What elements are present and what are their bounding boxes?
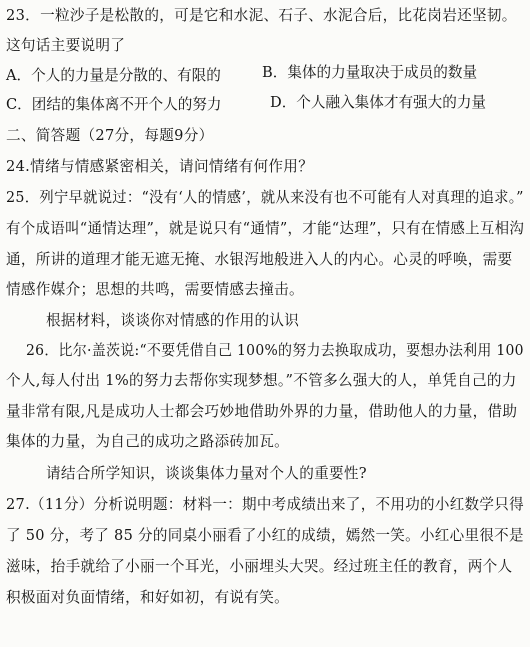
q25-line-4: 情感作媒介；思想的共鸣，需要情感去撞击。	[6, 281, 304, 298]
q27-line-3: 滋味，抬手就给了小丽一个耳光，小丽埋头大哭。经过班主任的教育，两个人	[6, 558, 513, 575]
q25-prompt: 根据材料，谈谈你对情感的作用的认识	[46, 312, 300, 329]
q26-prompt: 请结合所学知识，谈谈集体力量对个人的重要性?	[46, 465, 367, 482]
q25-line-1: 25．列宁早就说过：“没有‘人的情感’，就从来没有也不可能有人对真理的追求。”	[6, 189, 524, 206]
q27-line-2: 了 50 分，考了 85 分的同桌小丽看了小红的成绩，嫣然一笑。小红心里很不是	[6, 527, 524, 544]
q26-line-2: 个人,每人付出 1%的努力去帮你实现梦想。”不管多么强大的人，单凭自己的力	[6, 372, 517, 389]
q25-line-3: 通，所讲的道理才能无遮无掩、水银泻地般进入人的内心。心灵的呼唤，需要	[6, 251, 513, 268]
q27-line-4: 积极面对负面情绪，和好如初，有说有笑。	[6, 589, 289, 606]
q26-line-4: 集体的力量，为自己的成功之路添砖加瓦。	[6, 433, 289, 450]
section-heading: 二、简答题（27分，每题9分）	[6, 127, 214, 144]
q26-line-3: 量非常有限,凡是成功人士都会巧妙地借助外界的力量，借助他人的力量，借助	[6, 403, 518, 420]
q26-line-1: 26．比尔·盖茨说:“不要凭借自己 100%的努力去换取成功，要想办法利用 100	[26, 342, 524, 359]
q23-option-b: B．集体的力量取决于成员的数量	[262, 64, 478, 81]
q27-line-1: 27.（11分）分析说明题：材料一：期中考成绩出来了，不用功的小红数学只得	[6, 496, 524, 513]
q23-stem-line-1: 23．一粒沙子是松散的，可是它和水泥、石子、水泥合后，比花岗岩还坚韧。	[6, 7, 517, 24]
q23-option-d: D．个人融入集体才有强大的力量	[270, 94, 487, 111]
q23-option-c: C．团结的集体离不开个人的努力	[6, 96, 222, 113]
q25-line-2: 有个成语叫“通情达理”，就是说只有“通情”，才能“达理”，只有在情感上互相沟	[6, 220, 525, 237]
q24-text: 24.情绪与情感紧密相关，请问情绪有何作用？	[6, 158, 314, 175]
q23-stem-line-2: 这句话主要说明了	[6, 37, 126, 54]
q23-option-a: A．个人的力量是分散的、有限的	[6, 67, 221, 84]
